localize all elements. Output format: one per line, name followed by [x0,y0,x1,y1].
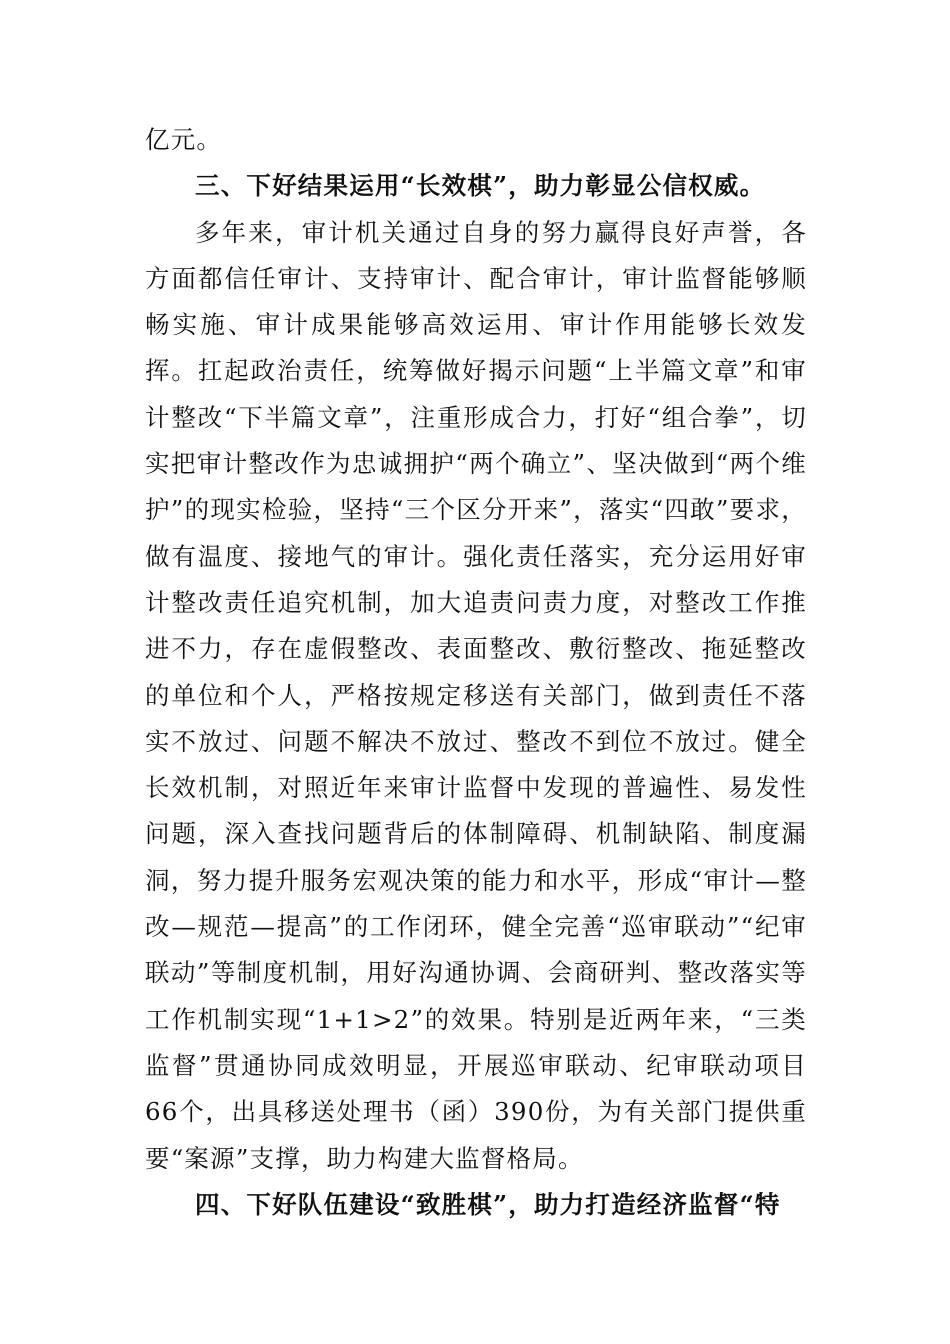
paragraph-section-3-body: 多年来，审计机关通过自身的努力赢得良好声誉，各方面都信任审计、支持审计、配合审计，审计监督能够顺畅实施、审计成果能够高效运用、审计作用能够长效发挥。扛起政治责任，统筹做好揭示问题“上半篇文章”和审计整改“下半篇文章”，注重形成合力，打好“组合拳”，切实把审计整改作为忠诚拥护“两个确立”、坚决做到“两个维护”的现实检验，坚持“三个区分开来”，落实“四敢”要求，做有温度、接地气的审计。强化责任落实，充分运用好审计整改责任追究机制，加大追责问责力度，对整改工作推进不力，存在虚假整改、表面整改、敷衍整改、拖延整改的单位和个人，严格按规定移送有关部门，做到责任不落实不放过、问题不解决不放过、整改不到位不放过。健全长效机制，对照近年来审计监督中发现的普遍性、易发性问题，深入查找问题背后的体制障碍、机制缺陷、制度漏洞，努力提升服务宏观决策的能力和水平，形成“审计—整改—规范—提高”的工作闭环，健全完善“巡审联动”“纪审联动”等制度机制，用好沟通协调、会商研判、整改落实等工作机制实现“1+1>2”的效果。特别是近两年来，“三类监督”贯通协同成效明显，开展巡审联动、纪审联动项目66个，出具移送处理书（函）390份，为有关部门提供重要“案源”支撑，助力构建大监督格局。 [145,217,807,1173]
section-heading-3: 三、下好结果运用“长效棋”，助力彰显公信权威。 [195,171,766,201]
paragraph-continuation: 亿元。 [145,125,223,154]
section-heading-4: 四、下好队伍建设“致胜棋”，助力打造经济监督“特 [195,1189,781,1219]
document-body [145,117,807,1228]
